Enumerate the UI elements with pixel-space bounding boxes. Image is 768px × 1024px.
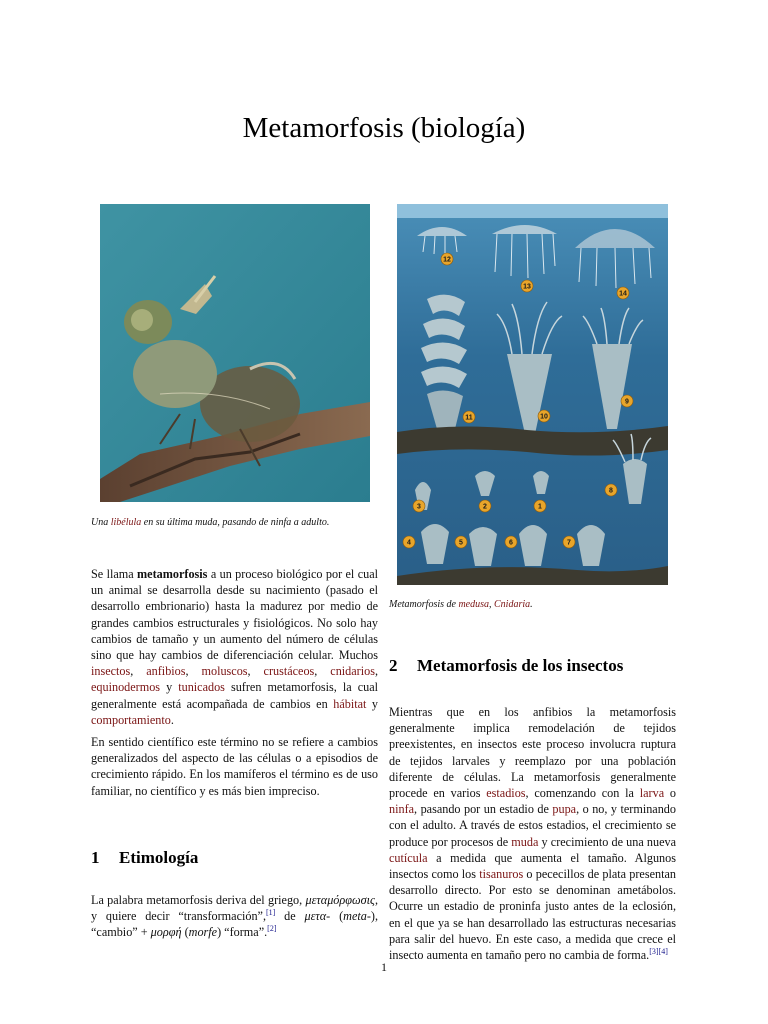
- link-ninfa[interactable]: ninfa: [389, 802, 415, 817]
- etimologia-paragraph: La palabra metamorfosis deriva del griego, μεταμόρφωσις, y quiere decir “transformación”,[1] de μετα- (meta-), “cambio” + μορφή (morfe) “forma”.[2]: [91, 893, 378, 940]
- dragonfly-photo: [100, 204, 370, 502]
- link-cnidarios[interactable]: cnidarios: [330, 664, 375, 679]
- etimologia-text: [91, 892, 378, 941]
- link-tunicados[interactable]: tunicados: [178, 680, 225, 695]
- link-libelula[interactable]: libélula: [110, 517, 142, 528]
- link-comportamiento[interactable]: comportamiento: [91, 712, 171, 727]
- link-larva[interactable]: larva: [639, 786, 665, 801]
- link-crustaceos[interactable]: crustáceos: [263, 664, 315, 679]
- svg-text:1: 1: [538, 503, 542, 511]
- jellyfish-metamorphosis-image: [397, 204, 668, 585]
- link-habitat[interactable]: hábitat: [333, 696, 367, 711]
- intro-text: [91, 566, 378, 799]
- svg-text:11: 11: [465, 414, 473, 422]
- svg-text:4: 4: [407, 539, 411, 547]
- section-heading-insectos: 2 Metamorfosis de los insectos: [389, 656, 624, 675]
- insectos-text: [389, 704, 676, 963]
- reference-2[interactable]: [2]: [267, 924, 277, 934]
- svg-text:8: 8: [609, 487, 613, 495]
- link-cnidaria[interactable]: Cnidaria: [494, 599, 531, 610]
- svg-text:5: 5: [459, 539, 463, 547]
- svg-text:12: 12: [443, 256, 451, 264]
- intro-paragraph-2: En sentido científico este término no se refiere a cambios generalizados del aspecto de las células o a episodios de crecimiento rápido. En los mamíferos el término es de uso familiar, no científico y es más bien impreciso.: [91, 735, 378, 798]
- section-heading-etimologia: 1 Etimología: [91, 848, 199, 867]
- page-title: Metamorfosis (biología): [242, 112, 526, 144]
- link-cuticula[interactable]: cutícula: [389, 850, 428, 865]
- intro-paragraph-1: Se llama metamorfosis a un proceso biológico por el cual un animal se desarrolla desde su nacimiento (pasado el desarrollo embrionario) hasta la madurez por medio de grandes cambios estructurales y fisiológicos. No solo hay cambios de tamaño y un aumento del número de células sino que hay cambios de diferenciación celular. Muchos insectos, anfibios, moluscos, crustáceos, cnidarios, equinodermos y tunicados sufren metamorfosis, la cual generalmente está acompañada de cambios en hábitat y comportamiento.: [91, 567, 379, 727]
- link-pupa[interactable]: pupa: [552, 802, 577, 817]
- svg-text:13: 13: [523, 283, 531, 291]
- link-anfibios[interactable]: anfibios: [146, 664, 186, 679]
- link-moluscos[interactable]: moluscos: [201, 664, 248, 679]
- link-tisanuros[interactable]: tisanuros: [479, 867, 524, 882]
- svg-text:3: 3: [417, 503, 421, 511]
- reference-3-4[interactable]: [3][4]: [649, 946, 668, 956]
- svg-text:2: 2: [483, 503, 487, 511]
- svg-text:9: 9: [625, 398, 629, 406]
- link-estadios[interactable]: estadios: [486, 786, 526, 801]
- svg-text:7: 7: [567, 539, 571, 547]
- svg-text:14: 14: [619, 290, 627, 298]
- page-number: 1: [381, 960, 387, 974]
- figure2-caption: Metamorfosis de medusa, Cnidaria.: [389, 599, 533, 610]
- link-muda[interactable]: muda: [511, 834, 539, 849]
- link-equinodermos[interactable]: equinodermos: [91, 680, 161, 695]
- insectos-paragraph: Mientras que en los anfibios la metamorfosis generalmente implica remodelación de tejidos preexistentes, en insectos este proceso involucra ruptura de tejidos larvales y reemplazo por una población diferente de células. La metamorfosis generalmente procede en varios estadios, comenzando con la larva o ninfa, pasando por un estadio de pupa, o no, y terminando con el adulto. A través de estos estadios, el crecimiento se produce por procesos de muda y crecimiento de una nueva cutícula a medida que aumenta el tamaño. Algunos insectos como los tisanuros o pececillos de plata presentan desarrollo directo. Por esto se denominan ametábolos. Ocurre un estadio de proninfa justo antes de la eclosión, en el que ya se han desarrollado las estructuras necesarias para salir del huevo. En este caso, a medida que crece el insecto aumenta en tamaño pero no cambia de forma.[3][4]: [389, 705, 677, 963]
- link-medusa[interactable]: medusa: [458, 599, 490, 610]
- link-insectos[interactable]: insectos: [91, 664, 131, 679]
- svg-text:6: 6: [509, 539, 513, 547]
- svg-text:10: 10: [540, 413, 548, 421]
- figure1-caption: Una libélula en su última muda, pasando de ninfa a adulto.: [91, 517, 330, 528]
- reference-1[interactable]: [1]: [266, 908, 276, 918]
